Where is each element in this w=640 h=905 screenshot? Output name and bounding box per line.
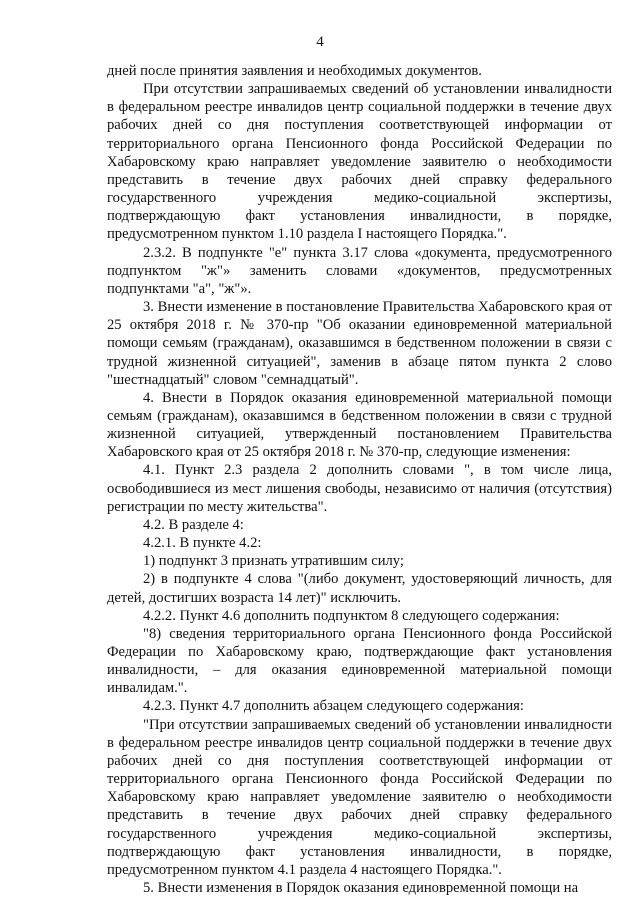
paragraph: 1) подпункт 3 признать утратившим силу;: [143, 553, 404, 570]
page-number: 4: [316, 34, 324, 50]
paragraph: дней после принятия заявления и необходимых документов.: [107, 63, 482, 79]
paragraph: 5. Внести изменения в Порядок оказания единовременной помощи на: [143, 880, 579, 897]
paragraph: "При отсутствии запрашиваемых сведений об установлении инвалидности в федеральном реестре инвалидов центр социальной поддержки в течение двух рабочих дней со дня поступления соответствующей информации от территориального органа Пенсионного фонда Российской Федерации по Хабаровскому краю направляет уведомление заявителю о необходимости представить в течение двух рабочих дней справку федерального государственного учреждения медико-социальной экспертизы, подтверждающую факт установления инвалидности, в порядке, предусмотренном пунктом 4.1 раздела 4 настоящего Порядка.".: [107, 716, 612, 878]
paragraph: "8) сведения территориального органа Пенсионного фонда Российской Федерации по Хабаровскому краю, подтверждающие факт установления инвалидности, – для оказания единовременной материальной помощи инвалидам.".: [107, 625, 612, 697]
paragraph: 2) в подпункте 4 слова "(либо документ, удостоверяющий личность, для детей, достигших возраста 14 лет)" исключить.: [107, 571, 612, 606]
paragraph: 2.3.2. В подпункте "е" пункта 3.17 слова «документа, предусмотренного подпунктом "ж"» заменить словами «документов, предусмотренных подпунктами "а", "ж"».: [107, 244, 612, 297]
document-body: [107, 62, 612, 897]
paragraph: 3. Внести изменение в постановление Правительства Хабаровского края от 25 октября 2018 г. № 370-пр "Об оказании единовременной материальной помощи семьям (гражданам), оказавшимся в бедственном положении в связи с трудной жизненной ситуацией", заменив в абзаце пятом пункта 2 слово "шестнадцатый" словом "семнадцатый".: [107, 299, 612, 388]
paragraph: 4.2.1. В пункте 4.2:: [143, 535, 262, 552]
paragraph: 4. Внести в Порядок оказания единовременной материальной помощи семьям (гражданам), оказавшимся в бедственном положении в связи с трудной жизненной ситуацией, утвержденный постановлением Правительства Хабаровского края от 25 октября 2018 г. № 370-пр, следующие изменения:: [107, 389, 612, 461]
paragraph: 4.2. В разделе 4:: [143, 516, 244, 533]
paragraph: При отсутствии запрашиваемых сведений об установлении инвалидности в федеральном реестре инвалидов центр социальной поддержки в течение двух рабочих дней со дня поступления соответствующей информации от территориального органа Пенсионного фонда Российской Федерации по Хабаровскому краю направляет уведомление заявителю о необходимости представить в течение двух рабочих дней справку федерального государственного учреждения медико-социальной экспертизы, подтверждающую факт установления инвалидности, в порядке, предусмотренном пунктом 1.10 раздела I настоящего Порядка.".: [107, 81, 612, 243]
paragraph: 4.2.3. Пункт 4.7 дополнить абзацем следующего содержания:: [143, 698, 524, 715]
paragraph: 4.2.2. Пункт 4.6 дополнить подпунктом 8 следующего содержания:: [143, 607, 560, 624]
paragraph: 4.1. Пункт 2.3 раздела 2 дополнить словами ", в том числе лица, освободившиеся из мест лишения свободы, независимо от наличия (отсутствия) регистрации по месту жительства".: [107, 462, 612, 515]
